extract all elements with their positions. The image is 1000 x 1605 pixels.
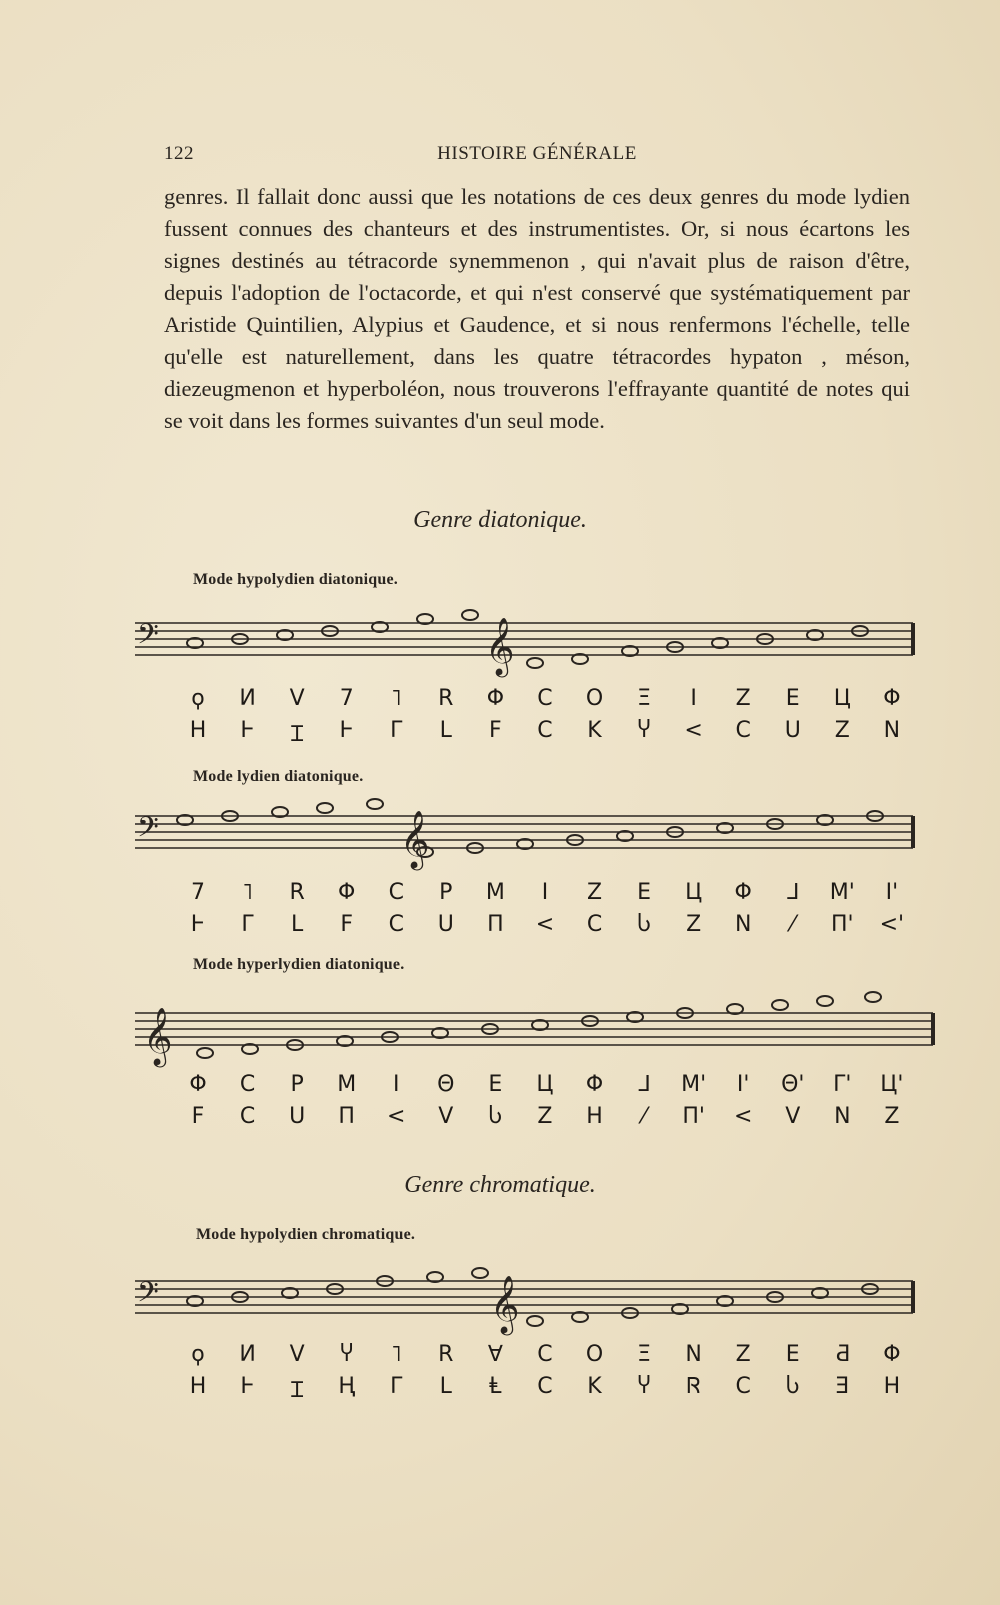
note-sign: C <box>537 718 553 743</box>
genre-diatonique-title: Genre diatonique. <box>413 507 587 533</box>
note-sign: Γ' <box>833 1072 852 1097</box>
music-staff <box>135 1273 935 1343</box>
note-sign: Z <box>686 912 702 937</box>
svg-text:𝄞: 𝄞 <box>490 1275 520 1333</box>
note-sign: K <box>587 718 602 743</box>
note-sign: Ц' <box>880 1072 904 1097</box>
running-title: HISTOIRE GÉNÉRALE <box>437 143 637 164</box>
staff-svg <box>135 808 935 878</box>
note-sign: R <box>438 1342 454 1367</box>
vocal-notation-row <box>185 686 905 711</box>
svg-text:𝄢: 𝄢 <box>137 811 159 851</box>
note-sign: Γ <box>390 718 403 743</box>
note-sign: I <box>690 686 697 711</box>
note-sign: Φ <box>734 880 752 905</box>
note-sign: Ⅽ <box>586 912 603 937</box>
note-sign: I <box>541 880 549 905</box>
note-sign: Z <box>735 686 751 711</box>
note-sign: R <box>289 880 305 905</box>
music-staff <box>135 615 935 685</box>
mode-label: Mode hyperlydien diatonique. <box>193 956 405 973</box>
note-sign: Z <box>884 1104 900 1129</box>
mode-label: Mode lydien diatonique. <box>193 768 364 785</box>
note-sign: F <box>340 912 354 937</box>
note-sign: 7 <box>191 880 205 905</box>
note-sign: V <box>289 1342 305 1367</box>
note-sign: Φ <box>883 686 901 711</box>
note-sign: < <box>684 718 703 743</box>
note-sign: L <box>439 718 452 743</box>
staff-svg <box>135 615 935 685</box>
note-sign: Φ <box>189 1072 207 1097</box>
note-sign: Θ' <box>781 1072 805 1097</box>
note-sign: ∀ <box>487 1342 503 1367</box>
note-sign: O <box>585 1342 604 1367</box>
note-sign: N <box>685 1342 702 1367</box>
note-sign: ϙ <box>191 686 205 711</box>
note-sign: Π <box>338 1104 355 1129</box>
note-sign: ˥ <box>390 686 402 711</box>
note-sign: Ц <box>685 880 703 905</box>
note-sign: C <box>239 1072 256 1097</box>
note-sign: C <box>537 1374 553 1399</box>
note-sign: Ⴤ <box>637 718 651 743</box>
note-sign: C <box>388 880 404 905</box>
note-sign: < <box>733 1104 753 1129</box>
instrumental-notation-row <box>185 912 905 937</box>
note-sign: < <box>535 912 555 937</box>
note-sign: Z <box>834 718 850 743</box>
note-sign: Ⴤ <box>637 1374 651 1399</box>
note-sign: Ⱡ <box>489 1374 502 1399</box>
note-sign: Ͷ <box>239 1342 256 1367</box>
instrumental-notation-row <box>185 718 905 748</box>
note-sign: H <box>189 718 207 743</box>
svg-text:𝄞: 𝄞 <box>485 617 515 675</box>
note-sign: N <box>883 718 901 743</box>
note-sign: L <box>439 1374 452 1399</box>
note-sign: N <box>734 912 752 937</box>
note-sign: Ս <box>784 718 801 743</box>
note-sign: M <box>485 880 505 905</box>
svg-text:𝄞: 𝄞 <box>400 810 430 868</box>
note-sign: I <box>393 1072 400 1097</box>
note-sign: Ǝ <box>835 1374 850 1399</box>
note-sign: 7 <box>339 686 354 711</box>
note-sign: ᒧ <box>786 880 800 905</box>
note-sign: Ⴤ <box>340 1342 354 1367</box>
note-sign: Ⴑ <box>488 1104 503 1129</box>
note-sign: Ⅽ <box>735 718 751 743</box>
note-sign: ᒧ <box>637 1072 651 1097</box>
note-sign: Ξ <box>637 686 652 711</box>
note-sign: E <box>637 880 652 905</box>
note-sign: V <box>785 1104 801 1129</box>
note-sign: Π <box>487 912 504 937</box>
note-sign: Ս <box>437 912 454 937</box>
note-sign: Ξ <box>637 1342 652 1367</box>
mode-label: Mode hypolydien chromatique. <box>196 1226 416 1243</box>
note-sign: Ⅽ <box>735 1374 751 1399</box>
svg-text:𝄢: 𝄢 <box>137 618 159 658</box>
vocal-notation-row <box>185 1342 905 1367</box>
note-sign: E <box>785 686 800 711</box>
note-sign: I' <box>736 1072 750 1097</box>
note-sign: M' <box>681 1072 707 1097</box>
note-sign: H <box>883 1374 901 1399</box>
note-sign: K <box>587 1374 602 1399</box>
genre-chromatique-title: Genre chromatique. <box>404 1172 596 1198</box>
note-sign: Ͷ <box>239 686 256 711</box>
note-sign: ϙ <box>191 1342 205 1367</box>
note-sign: F <box>191 1104 205 1129</box>
note-sign: P <box>439 880 453 905</box>
note-sign: O <box>585 686 604 711</box>
note-sign: Ц <box>536 1072 554 1097</box>
note-sign: H <box>586 1104 603 1129</box>
note-sign: Z <box>735 1342 751 1367</box>
note-sign: ˥ <box>390 1342 402 1367</box>
running-head <box>164 143 910 169</box>
note-sign: Ⱶ <box>240 1374 255 1399</box>
music-staff <box>135 808 935 878</box>
note-sign: R <box>438 686 454 711</box>
note-sign: C <box>537 1342 553 1367</box>
note-sign: Π' <box>831 912 854 937</box>
note-sign: V <box>289 686 305 711</box>
note-sign: Γ <box>390 1374 403 1399</box>
note-sign: Ⱶ <box>190 912 206 937</box>
note-sign: Z <box>537 1104 553 1129</box>
note-sign: Φ <box>883 1342 901 1367</box>
note-sign: L <box>290 912 304 937</box>
note-sign: E <box>785 1342 800 1367</box>
vocal-notation-row <box>185 880 905 905</box>
note-sign: C <box>537 686 553 711</box>
note-sign: Π' <box>682 1104 705 1129</box>
note-sign: Ⴑ <box>785 1374 800 1399</box>
note-sign: P <box>290 1072 304 1097</box>
note-sign: N <box>834 1104 851 1129</box>
note-sign: Ⱶ <box>240 718 255 743</box>
note-sign: Γ <box>241 912 254 937</box>
note-sign: M' <box>829 880 855 905</box>
mode-label: Mode hypolydien diatonique. <box>193 571 399 588</box>
note-sign: Z <box>586 880 603 905</box>
instrumental-notation-row <box>185 1374 905 1404</box>
note-sign: Φ <box>338 880 356 905</box>
note-sign: Ꮢ <box>686 1374 701 1399</box>
svg-text:𝄞: 𝄞 <box>143 1007 173 1065</box>
note-sign: C <box>388 912 404 937</box>
page-number: 122 <box>164 143 194 164</box>
note-sign: F <box>489 718 502 743</box>
note-sign: I' <box>885 880 899 905</box>
note-sign: Ⱨ <box>338 1374 355 1399</box>
note-sign: ⁄ <box>790 912 795 937</box>
note-sign: Ɪ <box>291 722 304 747</box>
note-sign: Ս <box>289 1104 306 1129</box>
note-sign: Ɪ <box>291 1378 304 1403</box>
note-sign: Θ <box>437 1072 455 1097</box>
note-sign: Ⴑ <box>637 912 651 937</box>
note-sign: H <box>189 1374 207 1399</box>
note-sign: Ц <box>833 686 851 711</box>
note-sign: Φ <box>585 1072 604 1097</box>
svg-text:𝄢: 𝄢 <box>137 1276 159 1316</box>
note-sign: C <box>239 1104 256 1129</box>
music-staff <box>135 1005 935 1075</box>
note-sign: Ⱶ <box>339 718 354 743</box>
note-sign: Ƌ <box>834 1342 850 1367</box>
note-sign: ˥ <box>242 880 253 905</box>
instrumental-notation-row <box>185 1104 905 1129</box>
note-sign: V <box>438 1104 454 1129</box>
staff-svg <box>135 1005 935 1075</box>
note-sign: Φ <box>486 686 505 711</box>
note-sign: < <box>387 1104 406 1129</box>
note-sign: <' <box>879 912 905 937</box>
staff-svg <box>135 1273 935 1343</box>
note-sign: ⁄ <box>642 1104 646 1129</box>
body-paragraph: genres. Il fallait donc aussi que les notations de ces deux genres du mode lydien fussent connues des chanteurs et des instrumentistes. Or, si nous écartons les signes destinés au tétracorde synemmenon , qui n'avait plus de raison d'être, depuis l'adoption de l'octacorde, et qui n'est conservé que systématiquement par Aristide Quintilien, Alypius et Gaudence, et si nous renfermons l'échelle, telle qu'elle est naturellement, dans les quatre tétracordes hypaton , méson, diezeugmenon et hyperboléon, nous trouverons l'effrayante quantité de notes qui se voit dans les formes suivantes d'un seul mode. <box>164 184 910 433</box>
note-sign: E <box>488 1072 503 1097</box>
note-sign: M <box>337 1072 357 1097</box>
vocal-notation-row <box>185 1072 905 1097</box>
